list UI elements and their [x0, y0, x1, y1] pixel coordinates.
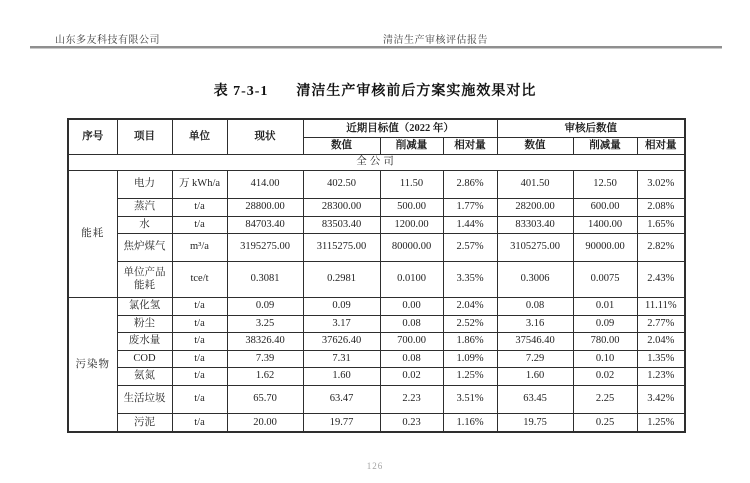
header-cell: 审核后数值	[497, 119, 685, 137]
table-row	[68, 154, 685, 170]
value-cell: 1.77%	[443, 198, 497, 216]
unit-cell: m³/a	[172, 233, 227, 261]
value-cell: 2.08%	[637, 198, 685, 216]
table-row	[68, 385, 685, 413]
subheader-cell: 相对量	[443, 137, 497, 154]
value-cell: 0.00	[380, 297, 443, 315]
unit-cell: t/a	[172, 315, 227, 332]
header-cell: 近期目标值（2022 年）	[303, 119, 497, 137]
table-row	[68, 297, 685, 315]
value-cell: 0.0100	[380, 261, 443, 297]
value-cell: 1400.00	[573, 216, 637, 233]
value-cell: 3.02%	[637, 170, 685, 198]
value-cell: 0.01	[573, 297, 637, 315]
value-cell: 11.11%	[637, 297, 685, 315]
value-cell: 0.3081	[227, 261, 303, 297]
value-cell: 3.35%	[443, 261, 497, 297]
item-cell: 粉尘	[117, 315, 172, 332]
value-cell: 0.0075	[573, 261, 637, 297]
value-cell: 2.57%	[443, 233, 497, 261]
item-cell: 生活垃圾	[117, 385, 172, 413]
unit-cell: t/a	[172, 297, 227, 315]
header-cell: 单位	[172, 119, 227, 154]
value-cell: 7.29	[497, 350, 573, 367]
value-cell: 11.50	[380, 170, 443, 198]
value-cell: 700.00	[380, 332, 443, 350]
value-cell: 80000.00	[380, 233, 443, 261]
table-row	[68, 261, 685, 297]
unit-cell: 万 kWh/a	[172, 170, 227, 198]
value-cell: 1.60	[303, 367, 380, 385]
item-cell: COD	[117, 350, 172, 367]
value-cell: 2.86%	[443, 170, 497, 198]
item-cell: 蒸汽	[117, 198, 172, 216]
unit-cell: t/a	[172, 413, 227, 432]
report-name: 清洁生产审核评估报告	[383, 35, 488, 46]
table-caption: 清洁生产审核前后方案实施效果对比	[296, 84, 537, 99]
item-cell: 单位产品能耗	[117, 261, 172, 297]
value-cell: 19.75	[497, 413, 573, 432]
category-cell: 能耗	[68, 170, 117, 297]
table-row	[68, 367, 685, 385]
value-cell: 28300.00	[303, 198, 380, 216]
value-cell: 3.51%	[443, 385, 497, 413]
value-cell: 1.44%	[443, 216, 497, 233]
value-cell: 1.65%	[637, 216, 685, 233]
header-cell: 项目	[117, 119, 172, 154]
value-cell: 2.82%	[637, 233, 685, 261]
value-cell: 63.45	[497, 385, 573, 413]
unit-cell: tce/t	[172, 261, 227, 297]
header-cell: 序号	[68, 119, 117, 154]
value-cell: 3.25	[227, 315, 303, 332]
value-cell: 3.17	[303, 315, 380, 332]
value-cell: 19.77	[303, 413, 380, 432]
value-cell: 2.23	[380, 385, 443, 413]
value-cell: 28200.00	[497, 198, 573, 216]
value-cell: 1.16%	[443, 413, 497, 432]
value-cell: 0.08	[497, 297, 573, 315]
value-cell: 1.60	[497, 367, 573, 385]
value-cell: 500.00	[380, 198, 443, 216]
value-cell: 3115275.00	[303, 233, 380, 261]
unit-cell: t/a	[172, 350, 227, 367]
value-cell: 12.50	[573, 170, 637, 198]
table-body	[68, 119, 685, 432]
value-cell: 37546.40	[497, 332, 573, 350]
subheader-cell: 削减量	[573, 137, 637, 154]
value-cell: 0.08	[380, 315, 443, 332]
value-cell: 780.00	[573, 332, 637, 350]
item-cell: 废水量	[117, 332, 172, 350]
value-cell: 0.23	[380, 413, 443, 432]
value-cell: 1.23%	[637, 367, 685, 385]
value-cell: 0.02	[573, 367, 637, 385]
subheader-cell: 削减量	[380, 137, 443, 154]
value-cell: 38326.40	[227, 332, 303, 350]
value-cell: 2.52%	[443, 315, 497, 332]
table-row	[68, 350, 685, 367]
value-cell: 3.42%	[637, 385, 685, 413]
value-cell: 0.25	[573, 413, 637, 432]
value-cell: 83503.40	[303, 216, 380, 233]
value-cell: 1.25%	[443, 367, 497, 385]
category-cell: 污染物	[68, 297, 117, 432]
item-cell: 焦炉煤气	[117, 233, 172, 261]
value-cell: 63.47	[303, 385, 380, 413]
value-cell: 65.70	[227, 385, 303, 413]
value-cell: 37626.40	[303, 332, 380, 350]
value-cell: 1.35%	[637, 350, 685, 367]
value-cell: 0.09	[227, 297, 303, 315]
value-cell: 401.50	[497, 170, 573, 198]
value-cell: 0.09	[573, 315, 637, 332]
item-cell: 水	[117, 216, 172, 233]
unit-cell: t/a	[172, 216, 227, 233]
value-cell: 2.77%	[637, 315, 685, 332]
table-title	[0, 80, 750, 100]
value-cell: 1200.00	[380, 216, 443, 233]
item-cell: 电力	[117, 170, 172, 198]
value-cell: 2.04%	[637, 332, 685, 350]
value-cell: 3.16	[497, 315, 573, 332]
value-cell: 2.25	[573, 385, 637, 413]
table-number: 表 7-3-1	[213, 84, 269, 99]
value-cell: 0.02	[380, 367, 443, 385]
value-cell: 2.04%	[443, 297, 497, 315]
value-cell: 3195275.00	[227, 233, 303, 261]
value-cell: 0.3006	[497, 261, 573, 297]
value-cell: 0.2981	[303, 261, 380, 297]
value-cell: 3105275.00	[497, 233, 573, 261]
table-row	[68, 216, 685, 233]
value-cell: 28800.00	[227, 198, 303, 216]
unit-cell: t/a	[172, 198, 227, 216]
table-row	[68, 170, 685, 198]
value-cell: 90000.00	[573, 233, 637, 261]
subheader-cell: 数值	[303, 137, 380, 154]
value-cell: 1.09%	[443, 350, 497, 367]
value-cell: 1.25%	[637, 413, 685, 432]
value-cell: 402.50	[303, 170, 380, 198]
value-cell: 83303.40	[497, 216, 573, 233]
value-cell: 600.00	[573, 198, 637, 216]
company-name: 山东多友科技有限公司	[55, 35, 160, 46]
value-cell: 0.08	[380, 350, 443, 367]
value-cell: 7.39	[227, 350, 303, 367]
table-row	[68, 198, 685, 216]
unit-cell: t/a	[172, 332, 227, 350]
table-row	[68, 119, 685, 137]
table-row	[68, 413, 685, 432]
value-cell: 1.86%	[443, 332, 497, 350]
value-cell: 2.43%	[637, 261, 685, 297]
page-number: 126	[366, 461, 384, 471]
comparison-table	[67, 118, 686, 433]
value-cell: 1.62	[227, 367, 303, 385]
value-cell: 0.09	[303, 297, 380, 315]
header-cell: 现状	[227, 119, 303, 154]
item-cell: 污泥	[117, 413, 172, 432]
unit-cell: t/a	[172, 367, 227, 385]
value-cell: 0.10	[573, 350, 637, 367]
table-row	[68, 233, 685, 261]
value-cell: 7.31	[303, 350, 380, 367]
value-cell: 84703.40	[227, 216, 303, 233]
subheader-cell: 数值	[497, 137, 573, 154]
table-row	[68, 332, 685, 350]
item-cell: 氨氮	[117, 367, 172, 385]
header-divider	[30, 46, 722, 49]
unit-cell: t/a	[172, 385, 227, 413]
table-row	[68, 315, 685, 332]
value-cell: 414.00	[227, 170, 303, 198]
value-cell: 20.00	[227, 413, 303, 432]
item-cell: 氯化氢	[117, 297, 172, 315]
section-cell: 全公司	[68, 154, 685, 170]
subheader-cell: 相对量	[637, 137, 685, 154]
